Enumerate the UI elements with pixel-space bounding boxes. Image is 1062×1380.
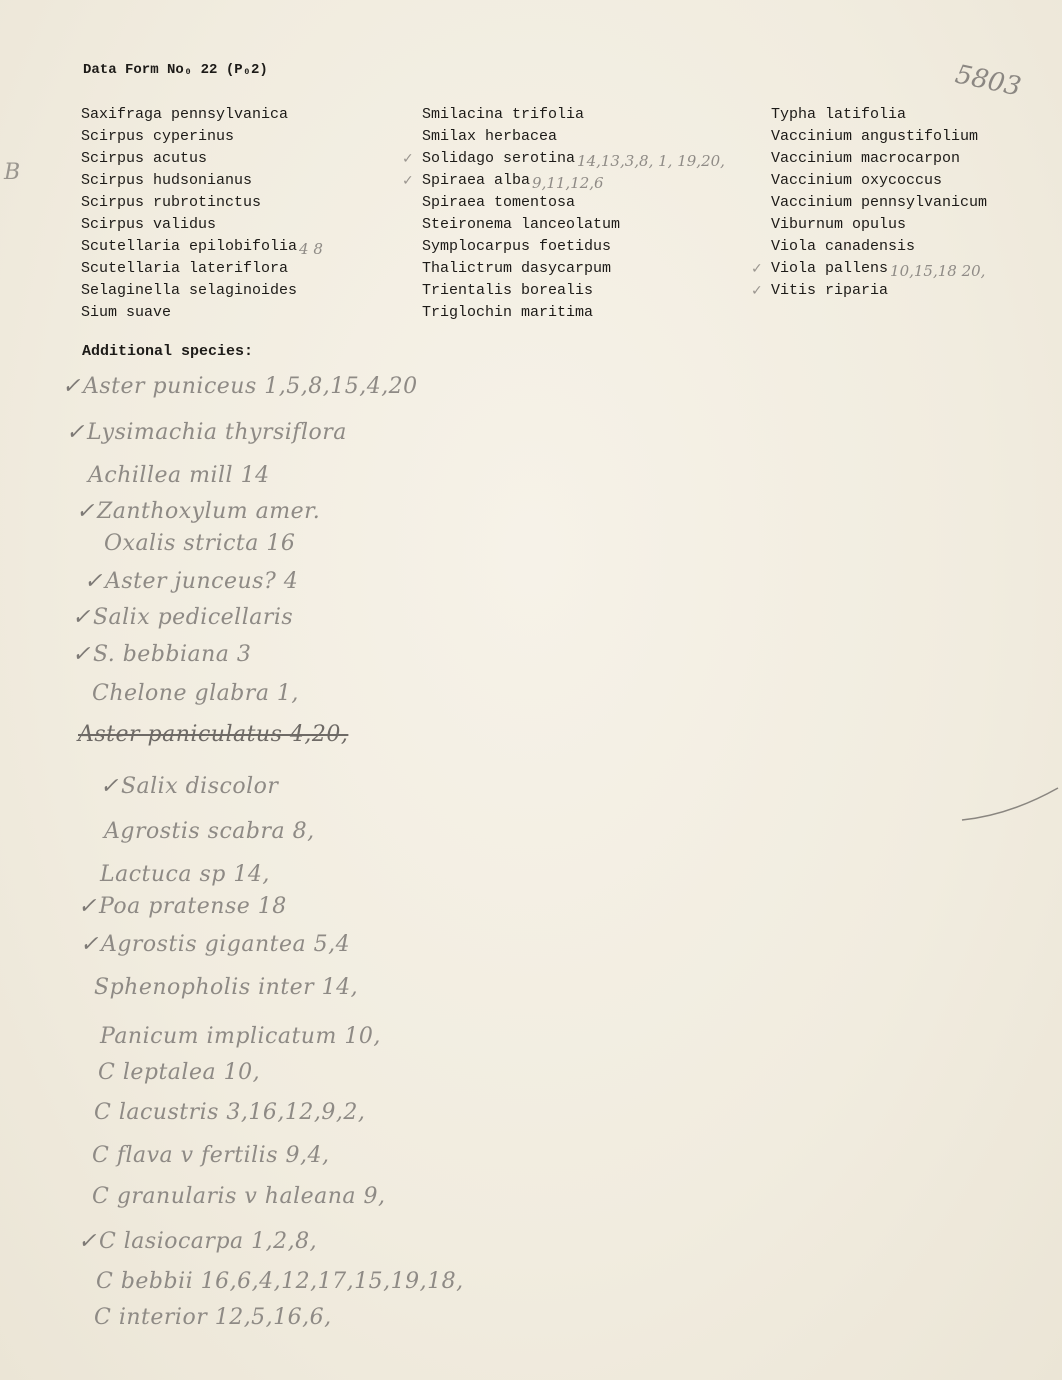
- handwritten-entry: [100, 774, 278, 799]
- handwritten-entry: [92, 1184, 386, 1209]
- check-mark-icon: ✓: [76, 499, 95, 524]
- handwritten-text: Agrostis scabra 8,: [104, 819, 315, 844]
- species-name: Scirpus validus: [81, 216, 217, 233]
- check-mark-icon: ✓: [751, 261, 763, 277]
- handwritten-text: C granularis v haleana 9,: [92, 1184, 386, 1209]
- species-name: Trientalis borealis: [422, 282, 594, 299]
- species-name: Viburnum opulus: [771, 216, 907, 233]
- species-name: Scirpus rubrotinctus: [81, 194, 262, 211]
- handwritten-text: Salix discolor: [120, 774, 279, 799]
- handwritten-entry: [96, 1269, 464, 1294]
- species-name: Spiraea tomentosa: [422, 194, 576, 211]
- handwritten-entry: [104, 531, 295, 556]
- handwritten-entry-struck: [78, 722, 348, 747]
- species-name: Scutellaria lateriflora: [81, 260, 289, 277]
- handwritten-entry: [72, 605, 293, 630]
- species-row: [771, 236, 987, 258]
- handwritten-text: Oxalis stricta 16: [104, 531, 296, 556]
- handwritten-entry: [100, 1024, 381, 1049]
- species-name: [81, 238, 323, 258]
- species-row: [771, 126, 987, 148]
- species-row: [771, 192, 987, 214]
- handwritten-text: Aster puniceus 1,5,8,15,4,20: [82, 374, 418, 399]
- pencil-note: 9,11,12,6: [532, 174, 604, 192]
- handwritten-entry: [80, 932, 350, 957]
- species-column-3: [751, 104, 988, 302]
- species-row: [771, 170, 987, 192]
- species-name-text: Viola pallens: [771, 260, 889, 277]
- handwritten-text: Poa pratense 18: [98, 894, 287, 919]
- additional-species-label: Additional species:: [82, 343, 254, 360]
- species-row: [81, 192, 297, 214]
- species-name: Steironema lanceolatum: [422, 216, 621, 233]
- species-row: [751, 280, 987, 302]
- check-mark-icon: ✓: [84, 569, 103, 594]
- handwritten-text: C flava v fertilis 9,4,: [92, 1143, 330, 1168]
- handwritten-text: Chelone glabra 1,: [92, 681, 299, 706]
- handwritten-entry: [84, 569, 298, 594]
- species-row: [422, 192, 620, 214]
- handwritten-entry: [88, 463, 270, 488]
- handwritten-entry: [66, 420, 347, 445]
- handwritten-text: Lysimachia thyrsiflora: [86, 420, 347, 445]
- pencil-note: 14,13,3,8, 1, 19,20,: [577, 152, 725, 170]
- handwritten-text: Aster paniculatus 4,20,: [78, 722, 349, 747]
- check-mark-icon: ✓: [66, 420, 85, 445]
- species-row: [422, 236, 620, 258]
- species-row: [422, 214, 620, 236]
- handwritten-entry: [100, 862, 270, 887]
- species-name: Saxifraga pennsylvanica: [81, 106, 289, 123]
- species-name: Typha latifolia: [771, 106, 907, 123]
- corner-note: 5803: [952, 59, 1024, 103]
- species-name: Symplocarpus foetidus: [422, 238, 612, 255]
- handwritten-text: C leptalea 10,: [98, 1060, 261, 1085]
- handwritten-entry: [72, 642, 251, 667]
- handwritten-text: Sphenopholis inter 14,: [94, 975, 359, 1000]
- species-row: [422, 126, 620, 148]
- handwritten-entry: [62, 374, 418, 399]
- handwritten-text: C lacustris 3,16,12,9,2,: [94, 1100, 366, 1125]
- handwritten-text: Salix pedicellaris: [92, 605, 294, 630]
- handwritten-entry: [92, 681, 299, 706]
- species-name: Scirpus cyperinus: [81, 128, 235, 145]
- handwritten-entry: [78, 894, 287, 919]
- species-row: [402, 148, 725, 170]
- species-name: Vaccinium oxycoccus: [771, 172, 943, 189]
- species-row: [81, 302, 297, 324]
- pencil-note: 10,15,18 20,: [890, 262, 986, 280]
- species-name: [422, 172, 604, 192]
- handwritten-text: Lactuca sp 14,: [100, 862, 270, 887]
- species-name: Vaccinium macrocarpon: [771, 150, 961, 167]
- species-name: Vitis riparia: [771, 282, 889, 299]
- form-header: Data Form No₀ 22 (P₀2): [83, 62, 268, 78]
- check-mark-icon: ✓: [402, 151, 414, 167]
- handwritten-text: Aster junceus? 4: [104, 569, 299, 594]
- species-row: [81, 104, 297, 126]
- handwritten-text: Achillea mill 14: [88, 463, 270, 488]
- species-row: [422, 258, 620, 280]
- species-name: Smilacina trifolia: [422, 106, 585, 123]
- check-mark-icon: ✓: [100, 774, 119, 799]
- species-name: Sium suave: [81, 304, 172, 321]
- check-mark-icon: ✓: [72, 605, 91, 630]
- species-row: [81, 280, 297, 302]
- species-name: [422, 150, 725, 170]
- species-name: Scirpus hudsonianus: [81, 172, 253, 189]
- species-row: [751, 258, 987, 280]
- species-name: Vaccinium angustifolium: [771, 128, 979, 145]
- species-name: Viola canadensis: [771, 238, 916, 255]
- check-mark-icon: ✓: [751, 283, 763, 299]
- species-name: Smilax herbacea: [422, 128, 558, 145]
- handwritten-text: C interior 12,5,16,6,: [94, 1305, 332, 1330]
- pencil-note: 4 8: [299, 240, 323, 258]
- species-row: [402, 170, 620, 192]
- handwritten-entry: [98, 1060, 260, 1085]
- check-mark-icon: ✓: [402, 173, 414, 189]
- handwritten-entry: [92, 1143, 329, 1168]
- species-row: [422, 280, 620, 302]
- handwritten-text: Agrostis gigantea 5,4: [100, 932, 351, 957]
- species-row: [81, 214, 297, 236]
- species-name: Thalictrum dasycarpum: [422, 260, 612, 277]
- species-name-text: Scutellaria epilobifolia: [81, 238, 298, 255]
- species-row: [771, 148, 987, 170]
- species-name-text: Spiraea alba: [422, 172, 531, 189]
- species-column-1: [81, 104, 323, 324]
- species-row: [81, 236, 323, 258]
- handwritten-entry: [104, 819, 315, 844]
- species-row: [771, 104, 987, 126]
- species-name-text: Solidago serotina: [422, 150, 576, 167]
- species-name: Selaginella selaginoides: [81, 282, 298, 299]
- species-row: [422, 104, 620, 126]
- handwritten-entry: [94, 975, 358, 1000]
- handwritten-text: C lasiocarpa 1,2,8,: [98, 1229, 318, 1254]
- species-name: Vaccinium pennsylvanicum: [771, 194, 988, 211]
- species-name: Triglochin maritima: [422, 304, 594, 321]
- margin-mark: B: [4, 160, 21, 185]
- handwritten-text: Panicum implicatum 10,: [100, 1024, 381, 1049]
- check-mark-icon: ✓: [62, 374, 81, 399]
- species-row: [81, 148, 297, 170]
- handwritten-text: Zanthoxylum amer.: [96, 499, 321, 524]
- species-column-2: [402, 104, 725, 324]
- check-mark-icon: ✓: [72, 642, 91, 667]
- check-mark-icon: ✓: [78, 894, 97, 919]
- handwritten-text: S. bebbiana 3: [92, 642, 252, 667]
- species-name: Scirpus acutus: [81, 150, 208, 167]
- species-row: [771, 214, 987, 236]
- pencil-curve-mark: [960, 770, 1060, 830]
- handwritten-entry: [94, 1305, 332, 1330]
- handwritten-entry: [76, 499, 320, 524]
- check-mark-icon: ✓: [80, 932, 99, 957]
- species-name: [771, 260, 986, 280]
- handwritten-text: C bebbii 16,6,4,12,17,15,19,18,: [96, 1269, 464, 1294]
- handwritten-entry: [94, 1100, 365, 1125]
- species-row: [81, 170, 297, 192]
- species-row: [81, 126, 297, 148]
- check-mark-icon: ✓: [78, 1229, 97, 1254]
- species-row: [422, 302, 620, 324]
- handwritten-entry: [78, 1229, 317, 1254]
- species-row: [81, 258, 297, 280]
